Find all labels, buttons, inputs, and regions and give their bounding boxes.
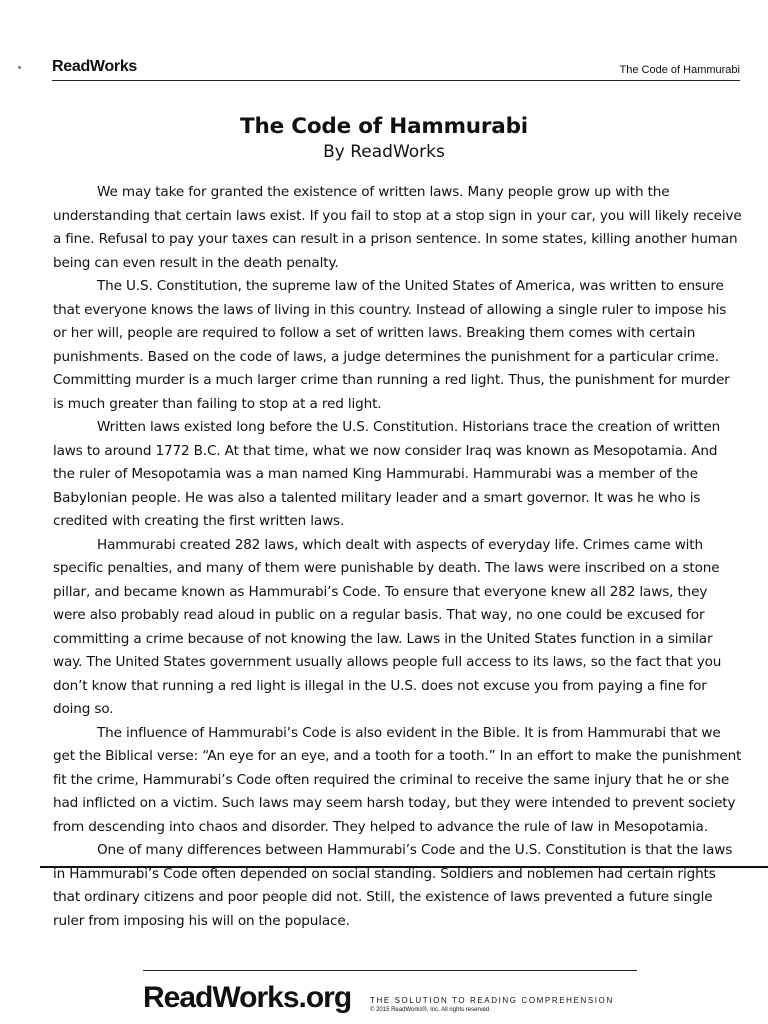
paragraph-6: One of many differences between Hammurabi’s Code and the U.S. Constitution is that the laws in Hammurabi’s Code often depended on social standing. Soldiers and noblemen had certain rights that ordinary citizens and poor people did not. Still, the existence of laws prevented a future single ruler from imposing his will on the populace. xyxy=(53,842,733,929)
title-block xyxy=(0,113,768,164)
paragraph-2: The U.S. Constitution, the supreme law of the United States of America, was written to ensure that everyone knows the laws of living in this country. Instead of allowing a single ruler to impose his or her will, people are required to follow a set of written laws. Breaking them comes with certain punishments. Based on the code of laws, a judge determines the punishment for a particular crime. Committing murder is a much larger crime than running a red light. Thus, the punishment for murder is much greater than failing to stop at a red light. xyxy=(53,278,730,412)
footer-divider xyxy=(143,970,637,971)
paragraph-4: Hammurabi created 282 laws, which dealt with aspects of everyday life. Crimes came with specific penalties, and many of them were punishable by death. The laws were inscribed on a stone pillar, and became known as Hammurabi’s Code. To ensure that everyone knew all 282 laws, they were also probably read aloud in public on a regular basis. That way, no one could be excused for committing a crime because of not knowing the law. Laws in the United States function in a similar way. The United States government usually allows people full access to its laws, so the fact that you don’t know that running a red light is illegal in the U.S. does not excuse you from paying a fine for doing so. xyxy=(53,536,722,717)
paragraph-1: We may take for granted the existence of written laws. Many people grow up with the understanding that certain laws exist. If you fail to stop at a stop sign in your car, you will likely receive a fine. Refusal to pay your taxes can result in a prison sentence. In some states, killing another human being can even result in the death penalty. xyxy=(53,184,742,271)
footer-copyright: © 2015 ReadWorks®, Inc. All rights reserved. xyxy=(370,1007,491,1013)
page-title: The Code of Hammurabi xyxy=(240,114,528,139)
footer-tagline: THE SOLUTION TO READING COMPREHENSION xyxy=(370,996,614,1005)
scan-speck xyxy=(18,66,21,69)
paragraph-3: Written laws existed long before the U.S. Constitution. Historians trace the creation of written laws to around 1772 B.C. At that time, what we now consider Iraq was known as Mesopotamia. And the ruler of Mesopotamia was a man named King Hammurabi. Hammurabi was a member of the Babylonian people. He was also a talented military leader and a smart governor. It was he who is credited with creating the first written laws. xyxy=(53,419,721,529)
footer-tagline-block xyxy=(370,996,614,1014)
paragraph-5: The influence of Hammurabi’s Code is also evident in the Bible. It is from Hammurabi that we get the Biblical verse: “An eye for an eye, and a tooth for a tooth.” In an effort to make the punishment fit the crime, Hammurabi’s Code often required the criminal to receive the same injury that he or she had inflicted on a victim. Such laws may seem harsh today, but they were intended to prevent society from descending into chaos and disorder. They helped to advance the rule of law in Mesopotamia. xyxy=(53,724,742,835)
header-doc-title: The Code of Hammurabi xyxy=(619,64,740,76)
scan-divider-line xyxy=(40,866,768,868)
footer-logo: ReadWorks.org xyxy=(143,981,352,1014)
byline: By ReadWorks xyxy=(323,142,445,162)
page-header xyxy=(52,58,740,81)
header-brand-logo: ReadWorks xyxy=(52,58,138,75)
article-body xyxy=(53,181,743,933)
